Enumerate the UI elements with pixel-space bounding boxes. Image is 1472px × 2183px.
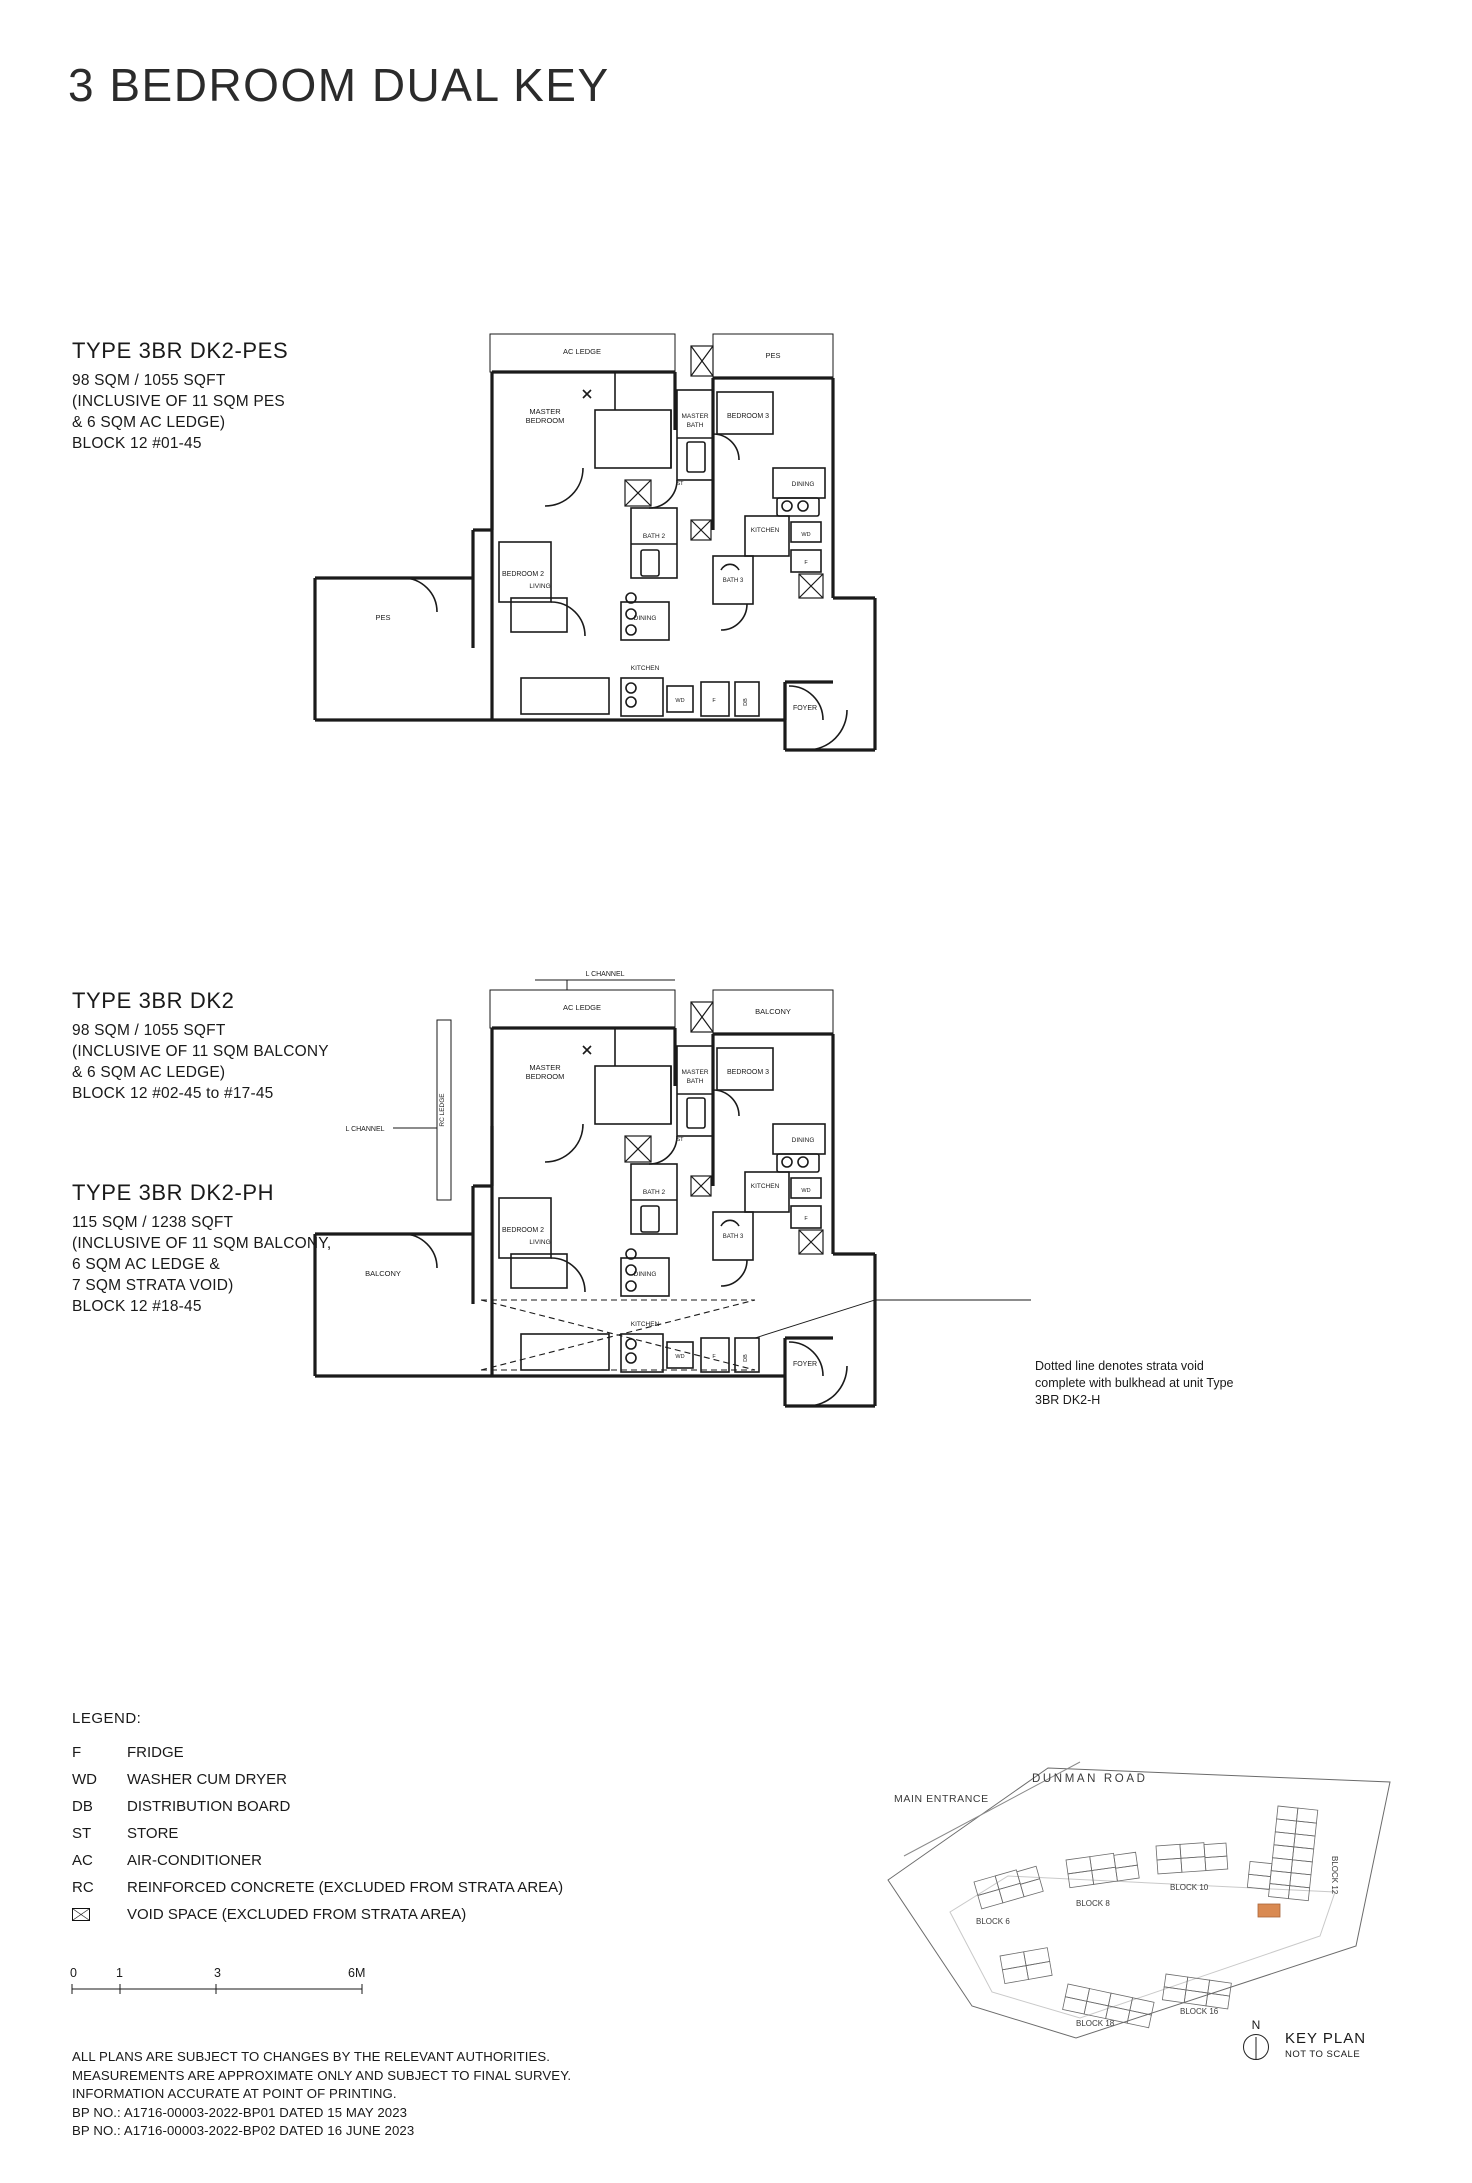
disclaimer-line: BP NO.: A1716-00003-2022-BP01 DATED 15 MAY 2023 [72, 2104, 408, 2120]
label-db: DB [743, 1354, 749, 1362]
room-label-living: LIVING [529, 583, 551, 590]
unit-detail-line: BLOCK 12 #02-45 to #17-45 [72, 1085, 274, 1102]
unit-detail-line: BLOCK 12 #01-45 [72, 435, 202, 452]
floorplan-3br-dk2-pes [375, 330, 1015, 840]
legend-key: ST [72, 1825, 92, 1842]
keyplan-road-label: DUNMAN ROAD [1032, 1773, 1148, 1785]
room-label-dining-main: DINING [633, 1271, 657, 1278]
keyplan-block-label: BLOCK 18 [1076, 2019, 1115, 2028]
legend-key: WD [72, 1771, 97, 1788]
scale-tick: 6M [348, 1966, 366, 1980]
legend-item-void [72, 1901, 563, 1928]
label-wd: WD [801, 532, 811, 538]
keyplan-block-label: BLOCK 8 [1076, 1899, 1110, 1908]
north-label: N [1251, 2018, 1261, 2032]
label-st: ST [676, 481, 684, 487]
legend-value: STORE [127, 1825, 179, 1842]
unit-title: TYPE 3BR DK2 [72, 988, 235, 1013]
label-f-2: F [712, 1354, 716, 1360]
legend-key: F [72, 1744, 82, 1761]
keyplan-block-label: BLOCK 12 [1330, 1856, 1339, 1895]
room-label-master-bedroom: MASTER [529, 1063, 561, 1072]
scale-tick: 1 [116, 1966, 123, 1980]
scale-tick: 3 [214, 1966, 221, 1980]
label-st: ST [676, 1137, 684, 1143]
room-label-master-bedroom-2: BEDROOM [525, 1072, 565, 1081]
room-label-master-bath-2: BATH [686, 1078, 704, 1085]
room-label-pes-left: PES [375, 613, 391, 622]
room-label-foyer: FOYER [792, 1361, 818, 1368]
legend-item [72, 1766, 563, 1793]
room-label-bath-2: BATH 2 [642, 1189, 666, 1196]
void-space-icon [72, 1901, 127, 1928]
room-label-bedroom-2: BEDROOM 2 [501, 1227, 545, 1234]
label-l-channel-left: L CHANNEL [345, 1126, 385, 1133]
label-f: F [804, 1216, 808, 1222]
legend-key: AC [72, 1852, 93, 1869]
room-label-bath-2: BATH 2 [642, 533, 666, 540]
legend-value: VOID SPACE (EXCLUDED FROM STRATA AREA) [127, 1906, 467, 1923]
legend-item [72, 1847, 563, 1874]
room-label-pes-right: PES [765, 351, 781, 360]
room-label-ac-ledge: AC LEDGE [563, 1003, 601, 1012]
unit-detail-line: & 6 SQM AC LEDGE) [72, 414, 226, 431]
key-plan-title: KEY PLAN [1285, 2030, 1367, 2047]
legend-title: LEGEND: [72, 1710, 142, 1727]
keyplan-block-label: BLOCK 6 [976, 1917, 1010, 1926]
legend-value: FRIDGE [127, 1744, 184, 1761]
room-label-bath-3: BATH 3 [722, 578, 744, 584]
label-wd-2: WD [675, 1354, 685, 1360]
keyplan-block-label: BLOCK 16 [1180, 2007, 1219, 2016]
room-label-kitchen-main: KITCHEN [630, 1321, 660, 1328]
disclaimer-line: MEASUREMENTS ARE APPROXIMATE ONLY AND SUBJECT TO FINAL SURVEY. [72, 2067, 572, 2083]
floorplan-3br-dk2-and-ph [345, 960, 1055, 1480]
room-label-bedroom-3: BEDROOM 3 [726, 413, 770, 420]
unit-info-3br-dk2-ph [72, 1180, 331, 1317]
unit-detail-line: 98 SQM / 1055 SQFT [72, 1022, 226, 1039]
room-label-kitchen-main: KITCHEN [630, 665, 660, 672]
highlighted-unit [1258, 1904, 1280, 1917]
label-wd: WD [801, 1188, 811, 1194]
unit-detail-line: BLOCK 12 #18-45 [72, 1298, 202, 1315]
unit-detail-line: (INCLUSIVE OF 11 SQM BALCONY [72, 1043, 329, 1060]
strata-void-note: Dotted line denotes strata void complete with bulkhead at unit Type 3BR DK2-H [1035, 1359, 1234, 1407]
unit-title: TYPE 3BR DK2-PES [72, 338, 289, 363]
legend-item [72, 1874, 563, 1901]
label-f-2: F [712, 698, 716, 704]
unit-detail-line: (INCLUSIVE OF 11 SQM PES [72, 393, 285, 410]
legend-value: DISTRIBUTION BOARD [127, 1798, 291, 1815]
label-f: F [804, 560, 808, 566]
room-label-master-bath: MASTER [681, 413, 709, 420]
page-title: 3 BEDROOM DUAL KEY [68, 59, 610, 111]
label-wd-2: WD [675, 698, 685, 704]
unit-detail-line: (INCLUSIVE OF 11 SQM BALCONY, [72, 1235, 332, 1252]
key-plan-caption [1285, 2030, 1366, 2060]
legend [72, 1710, 563, 1928]
room-label-master-bath-2: BATH [686, 422, 704, 429]
room-label-balcony-right: BALCONY [755, 1007, 791, 1016]
room-label-foyer: FOYER [792, 705, 818, 712]
label-rc-ledge: RC LEDGE [439, 1093, 446, 1127]
legend-key: DB [72, 1798, 93, 1815]
unit-info-3br-dk2-pes [72, 338, 288, 454]
unit-detail-line: 7 SQM STRATA VOID) [72, 1277, 234, 1294]
legend-value: WASHER CUM DRYER [127, 1771, 288, 1788]
room-label-bedroom-3: BEDROOM 3 [726, 1069, 770, 1076]
north-indicator [1243, 2018, 1269, 2060]
room-label-dining-main: DINING [633, 615, 657, 622]
room-label-bath-3: BATH 3 [722, 1234, 744, 1240]
scale-bar [70, 1966, 364, 1992]
label-l-channel-top: L CHANNEL [585, 971, 625, 978]
disclaimer-line: ALL PLANS ARE SUBJECT TO CHANGES BY THE RELEVANT AUTHORITIES. [72, 2049, 551, 2064]
unit-detail-line: 115 SQM / 1238 SQFT [72, 1214, 234, 1231]
room-label-balcony-left: BALCONY [365, 1269, 401, 1278]
unit-detail-line: & 6 SQM AC LEDGE) [72, 1064, 226, 1081]
unit-info-3br-dk2 [72, 988, 329, 1104]
scale-bar-graphic [70, 1982, 364, 1992]
room-label-ac-ledge: AC LEDGE [563, 347, 601, 356]
room-label-master-bedroom-2: BEDROOM [525, 416, 565, 425]
unit-detail-line: 98 SQM / 1055 SQFT [72, 372, 226, 389]
disclaimer-line: BP NO.: A1716-00003-2022-BP02 DATED 16 JUNE 2023 [72, 2123, 415, 2138]
key-plan [880, 1760, 1400, 2065]
legend-value: AIR-CONDITIONER [127, 1852, 262, 1869]
legend-key: RC [72, 1879, 94, 1896]
room-label-dining-right: DINING [791, 1137, 815, 1144]
room-label-master-bath: MASTER [681, 1069, 709, 1076]
legend-item [72, 1739, 563, 1766]
legend-item [72, 1820, 563, 1847]
scale-tick: 0 [70, 1966, 77, 1980]
north-arrow-icon [1243, 2034, 1269, 2060]
label-db: DB [743, 698, 749, 706]
disclaimer-line: INFORMATION ACCURATE AT POINT OF PRINTING. [72, 2086, 397, 2101]
room-label-bedroom-2: BEDROOM 2 [501, 571, 545, 578]
room-label-master-bedroom: MASTER [529, 407, 561, 416]
keyplan-block-label: BLOCK 10 [1170, 1883, 1209, 1892]
room-label-kitchen-right: KITCHEN [750, 1183, 780, 1190]
disclaimer [72, 2048, 571, 2141]
legend-value: REINFORCED CONCRETE (EXCLUDED FROM STRATA AREA) [127, 1879, 564, 1896]
room-label-living: LIVING [529, 1239, 551, 1246]
room-label-dining-right: DINING [791, 481, 815, 488]
unit-detail-line: 6 SQM AC LEDGE & [72, 1256, 220, 1273]
legend-item [72, 1793, 563, 1820]
room-label-kitchen-right: KITCHEN [750, 527, 780, 534]
keyplan-main-entrance: MAIN ENTRANCE [894, 1793, 989, 1805]
key-plan-subtitle: NOT TO SCALE [1285, 2049, 1361, 2060]
unit-title: TYPE 3BR DK2-PH [72, 1180, 275, 1205]
